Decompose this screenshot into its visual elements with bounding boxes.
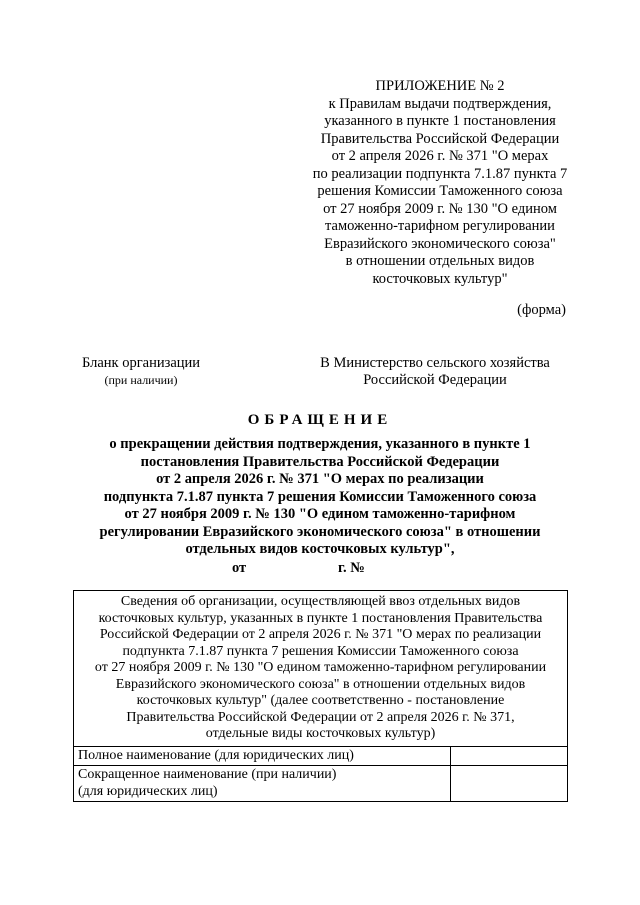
letterhead-note: (при наличии)	[104, 373, 178, 387]
header-line: от 27 ноября 2009 г. № 130 "О едином таможенно-тарифном регулировании	[94, 660, 547, 675]
appendix-line: к Правилам выдачи подтверждения,	[328, 95, 552, 112]
appendix-line: по реализации подпункта 7.1.87 пункта 7	[312, 165, 568, 182]
appendix-line: ПРИЛОЖЕНИЕ № 2	[375, 78, 505, 94]
header-line: косточковых культур, указанных в пункте 1 постановления Правительства	[98, 610, 543, 626]
subject-line: от 2 апреля 2026 г. № 371 "О мерах по реализации	[156, 471, 484, 487]
table-row	[74, 766, 568, 802]
full-name-label-cell	[74, 746, 451, 766]
row-label-line: (для юридических лиц)	[78, 783, 218, 799]
document-heading: ОБРАЩЕНИЕ	[247, 412, 393, 428]
letterhead-title: Бланк организации	[81, 355, 201, 371]
document-subject	[80, 436, 560, 559]
short-name-label-cell	[74, 766, 451, 802]
header-line: Евразийского экономического союза" в отношении отдельных видов	[115, 676, 526, 692]
table-header-row	[74, 591, 568, 747]
header-line: отдельные виды косточковых культур)	[205, 726, 436, 741]
appendix-line: от 2 апреля 2026 г. № 371 "О мерах	[331, 148, 549, 164]
appendix-line: Правительства Российской Федерации	[320, 130, 560, 147]
short-name-value-cell[interactable]	[450, 766, 567, 802]
subject-line: о прекращении действия подтверждения, указанного в пункте 1	[109, 436, 531, 452]
date-from-label: от	[232, 560, 247, 576]
organization-info-table	[73, 590, 568, 802]
subject-line: отдельных видов косточковых культур",	[185, 541, 455, 557]
appendix-line: в отношении отдельных видов	[345, 253, 535, 269]
full-name-value-cell[interactable]	[450, 746, 567, 766]
appendix-line: решения Комиссии Таможенного союза	[317, 183, 563, 199]
subject-line: регулировании Евразийского экономического союза" в отношении	[99, 523, 541, 540]
header-line: Правительства Российской Федерации от 2 апреля 2026 г. № 371,	[126, 709, 515, 725]
addressee-line: Российской Федерации	[363, 372, 507, 388]
organization-letterhead	[76, 355, 206, 389]
addressee-line: В Министерство сельского хозяйства	[320, 355, 550, 371]
header-line: косточковых культур" (далее соответственно - постановление	[136, 693, 505, 708]
form-label: (форма)	[517, 302, 566, 318]
row-label-line: Сокращенное наименование (при наличии)	[78, 767, 337, 782]
appendix-line: Евразийского экономического союза"	[324, 235, 556, 252]
appendix-line: от 27 ноября 2009 г. № 130 "О едином	[323, 200, 557, 217]
appendix-line: косточковых культур"	[372, 270, 508, 287]
table-row	[74, 746, 568, 766]
number-label: г. №	[338, 560, 365, 576]
subject-line: от 27 ноября 2009 г. № 130 "О едином таможенно-тарифном	[124, 506, 516, 522]
subject-line: постановления Правительства Российской Федерации	[140, 453, 500, 470]
header-line: Сведения об организации, осуществляющей ввоз отдельных видов	[120, 594, 521, 609]
appendix-line: таможенно-тарифном регулировании	[325, 218, 555, 234]
appendix-line: указанного в пункте 1 постановления	[324, 113, 556, 129]
appendix-block	[290, 78, 590, 288]
subject-line: подпункта 7.1.87 пункта 7 решения Комиссии Таможенного союза	[103, 488, 537, 505]
header-line: подпункта 7.1.87 пункта 7 решения Комиссии Таможенного союза	[122, 643, 519, 659]
table-header-cell	[74, 591, 568, 747]
addressee-block	[300, 355, 570, 389]
row-label-line: Полное наименование (для юридических лиц)	[78, 747, 354, 763]
header-line: Российской Федерации от 2 апреля 2026 г. № 371 "О мерах по реализации	[99, 627, 542, 642]
